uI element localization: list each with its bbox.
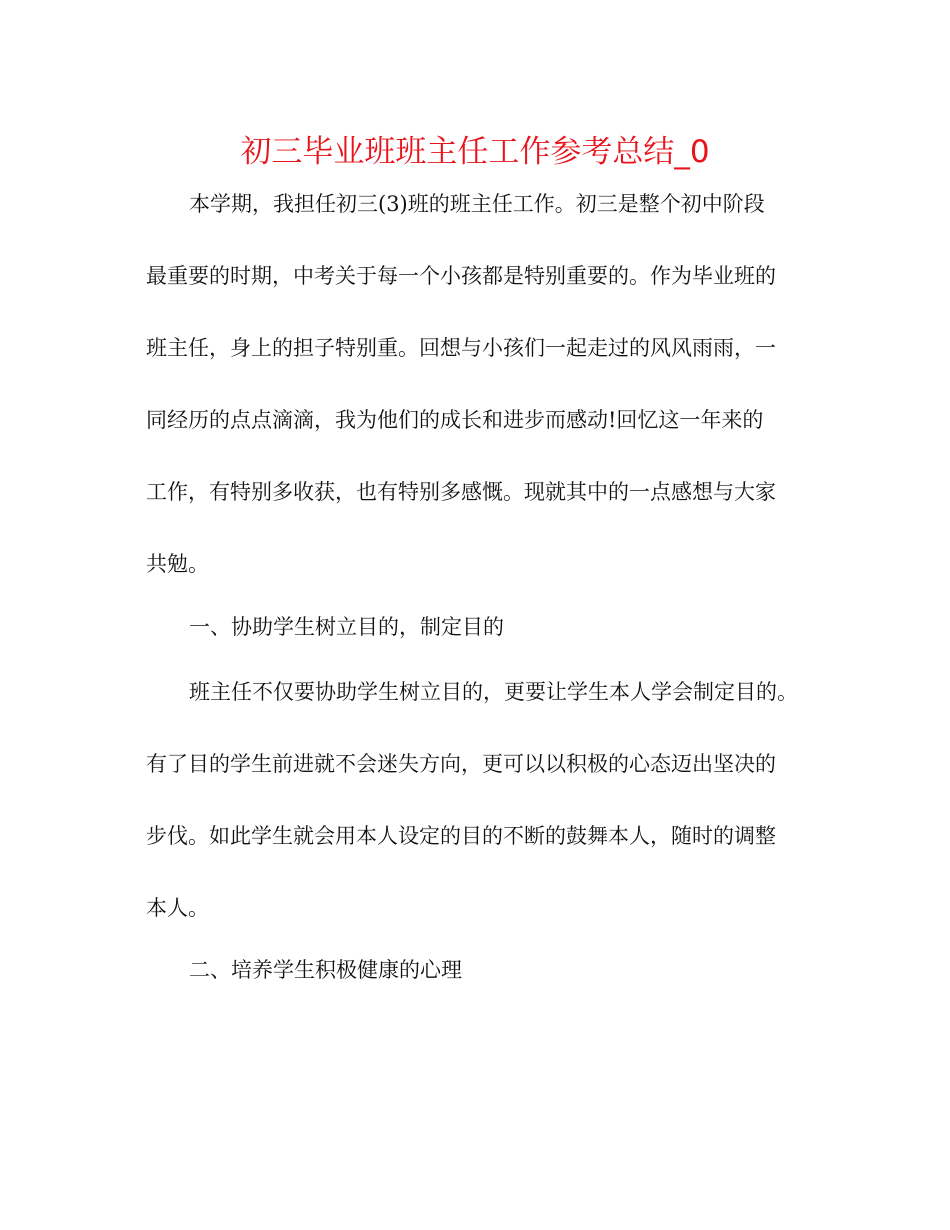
section-heading: 一、协助学生树立目的，制定目的 — [189, 615, 504, 639]
paragraph-line: 步伐。如此学生就会用本人设定的目的不断的鼓舞本人，随时的调整 — [146, 824, 776, 848]
paragraph-line: 本人。 — [146, 896, 209, 920]
section-heading: 二、培养学生积极健康的心理 — [189, 958, 462, 982]
paragraph-line: 同经历的点点滴滴，我为他们的成长和进步而感动!回忆这一年来的 — [146, 408, 764, 432]
paragraph-line: 最重要的时期，中考关于每一个小孩都是特别重要的。作为毕业班的 — [146, 264, 776, 288]
paragraph-line: 共勉。 — [146, 552, 209, 576]
paragraph-line: 班主任不仅要协助学生树立目的，更要让学生本人学会制定目的。 — [189, 680, 798, 704]
paragraph-line: 有了目的学生前进就不会迷失方向，更可以以积极的心态迈出坚决的 — [146, 752, 776, 776]
document-title: 初三毕业班班主任工作参考总结_0 — [240, 134, 710, 170]
paragraph-line: 工作，有特别多收获，也有特别多感慨。现就其中的一点感想与大家 — [146, 480, 776, 504]
paragraph-line: 本学期，我担任初三(3)班的班主任工作。初三是整个初中阶段 — [189, 192, 765, 216]
paragraph-line: 班主任，身上的担子特别重。回想与小孩们一起走过的风风雨雨，一 — [146, 336, 776, 360]
